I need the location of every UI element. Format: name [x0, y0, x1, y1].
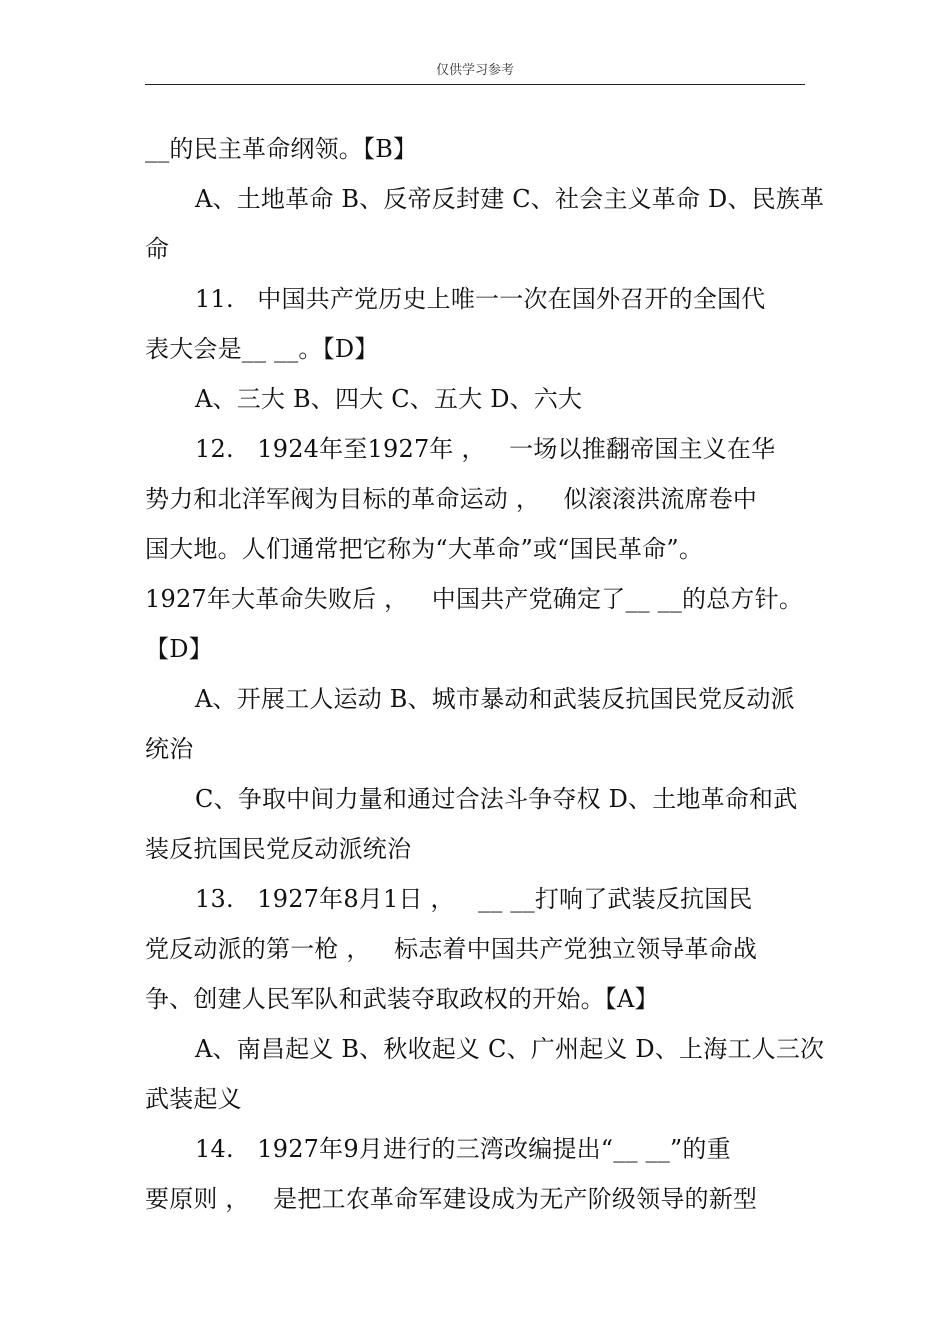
header-text: 仅供学习参考: [435, 63, 514, 78]
option-line: A、南昌起义 B、秋收起义 C、广州起义 D、上海工人三次: [195, 1035, 825, 1063]
question-14: 14. 1927年9月进行的三湾改编提出“__ __”的重: [195, 1135, 731, 1163]
option-line: A、三大 B、四大 C、五大 D、六大: [195, 385, 583, 413]
text-line: 命: [145, 235, 170, 263]
text-line: 1927年大革命失败后 ， 中国共产党确定了__ __的总方针。: [145, 585, 804, 613]
text-line: 势力和北洋军阀为目标的革命运动 ， 似滚滚洪流席卷中: [145, 485, 758, 513]
question-11: 11. 中国共产党历史上唯一一次在国外召开的全国代: [195, 285, 766, 313]
text-line: 要原则 ， 是把工农革命军建设成为无产阶级领导的新型: [145, 1185, 758, 1213]
option-line: A、开展工人运动 B、城市暴动和武装反抗国民党反动派: [195, 685, 795, 713]
text-line: __的民主革命纲领。【B】: [145, 135, 418, 163]
question-12: 12. 1924年至1927年 ， 一场以推翻帝国主义在华: [195, 435, 776, 463]
question-13: 13. 1927年8月1日 ， __ __打响了武装反抗国民: [195, 885, 753, 913]
text-line: 统治: [145, 735, 194, 763]
document-body: [145, 124, 825, 1224]
answer-line: 【D】: [145, 635, 213, 663]
text-line: 武装起义: [145, 1085, 242, 1113]
text-line: 表大会是__ __。【D】: [145, 335, 379, 363]
page-header: [145, 62, 805, 85]
text-line: 党反动派的第一枪 ， 标志着中国共产党独立领导革命战: [145, 935, 758, 963]
option-line: C、争取中间力量和通过合法斗争夺权 D、土地革命和武: [195, 785, 798, 813]
text-line: 争、创建人民军队和武装夺取政权的开始。【A】: [145, 985, 659, 1013]
text-line: 装反抗国民党反动派统治: [145, 835, 412, 863]
option-line: A、土地革命 B、反帝反封建 C、社会主义革命 D、民族革: [195, 185, 825, 213]
text-line: 国大地。人们通常把它称为“大革命”或“国民革命”。: [145, 535, 704, 563]
